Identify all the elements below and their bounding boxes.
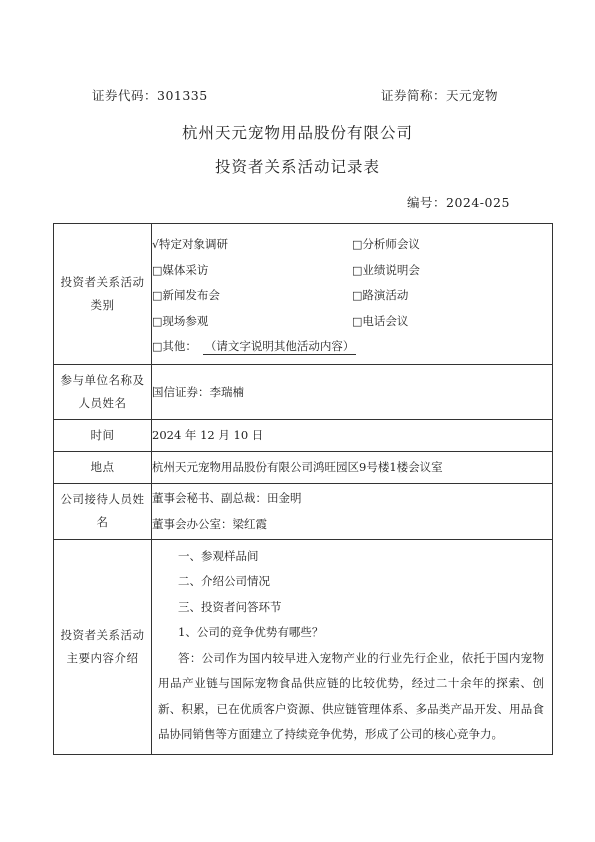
- checkbox-icon: □: [152, 263, 163, 277]
- category-option[interactable]: √特定对象调研: [152, 237, 229, 251]
- stock-code: 证券代码：301335: [92, 88, 208, 103]
- category-option[interactable]: □路演活动: [352, 288, 409, 302]
- category-option[interactable]: □业绩说明会: [352, 262, 420, 277]
- label-location: 地点: [54, 451, 152, 483]
- serial-number: 编号：2024-025: [407, 195, 510, 210]
- category-option[interactable]: □电话会议: [352, 313, 409, 328]
- content-value: [152, 539, 553, 754]
- row-activity-category: [54, 224, 553, 365]
- other-description: （请文字说明其他活动内容）: [204, 339, 355, 353]
- participants-value: 国信证券：李瑞楠: [152, 364, 553, 419]
- label-participants: 参与单位名称及人员姓名: [54, 364, 152, 419]
- label-activity-category: 投资者关系活动类别: [54, 224, 152, 365]
- label-receptionists: 公司接待人员姓名: [54, 483, 152, 539]
- company-title: 杭州天元宠物用品股份有限公司: [181, 124, 413, 142]
- category-option[interactable]: □新闻发布会: [152, 288, 220, 302]
- checkbox-icon: □: [352, 314, 363, 328]
- checkbox-icon: □: [352, 289, 363, 302]
- record-table: [53, 223, 553, 755]
- category-option-other[interactable]: □其他： （请文字说明其他活动内容）: [152, 339, 355, 353]
- content-item: 二、介绍公司情况: [178, 574, 270, 588]
- form-title: 投资者关系活动记录表: [214, 158, 380, 176]
- checkbox-icon: □: [352, 238, 363, 251]
- category-option[interactable]: □现场参观: [152, 313, 209, 328]
- category-option[interactable]: □分析师会议: [352, 237, 420, 251]
- content-item: 三、投资者问答环节: [178, 599, 282, 614]
- content-answer: 答：公司作为国内较早进入宠物产业的行业先行企业，依托于国内宠物用品产业链与国际宠物食品供应链的比较优势，经过二十余年的探索、创新、积累，已在优质客户资源、供应链管理体系、多品类产品开发、用品食品协同销售等方面建立了持续竞争优势，形成了公司的核心竞争力。: [158, 650, 544, 741]
- row-participants: [54, 364, 553, 419]
- category-options: [152, 224, 553, 365]
- location-value: 杭州天元宠物用品股份有限公司鸿旺园区9号楼1楼会议室: [152, 451, 553, 483]
- checkbox-icon: □: [352, 263, 363, 277]
- checkbox-icon: □: [152, 340, 163, 353]
- receptionist-line: 董事会秘书、副总裁：田金明: [152, 491, 302, 505]
- row-receptionists: [54, 483, 553, 539]
- receptionist-line: 董事会办公室：梁红霞: [152, 517, 267, 531]
- receptionists-value: [152, 483, 553, 539]
- time-value: 2024 年 12 月 10 日: [152, 419, 553, 451]
- content-question: 1、公司的竞争优势有哪些？: [178, 625, 324, 639]
- checkbox-icon: □: [152, 314, 163, 328]
- checkbox-checked-icon: √: [152, 238, 160, 251]
- stock-abbreviation: 证券简称：天元宠物: [381, 88, 499, 103]
- content-item: 一、参观样品间: [178, 548, 259, 563]
- checkbox-icon: □: [152, 289, 163, 302]
- row-location: [54, 451, 553, 483]
- label-time: 时间: [54, 419, 152, 451]
- row-content: [54, 539, 553, 754]
- row-time: [54, 419, 553, 451]
- category-option[interactable]: □媒体采访: [152, 262, 209, 277]
- label-content: 投资者关系活动主要内容介绍: [54, 539, 152, 754]
